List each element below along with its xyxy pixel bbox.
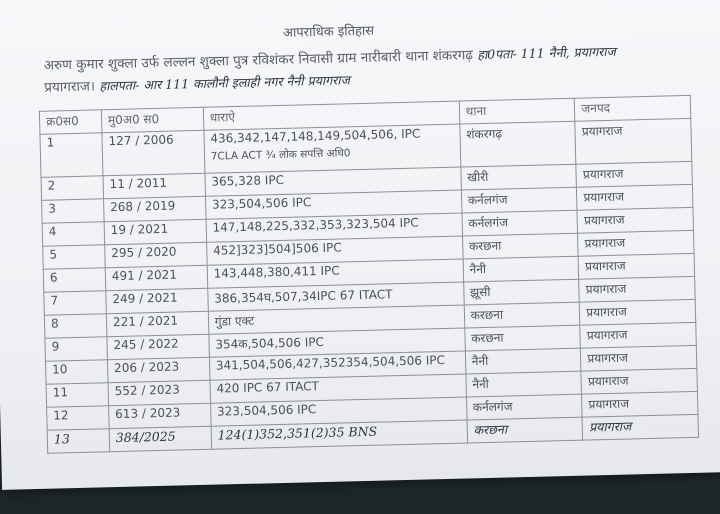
intro-text	[43, 39, 694, 99]
cell-sections: 143,448,380,411 IPC	[207, 259, 463, 288]
cell-case-number: 11 / 2011	[103, 173, 205, 198]
cell-case-number: 295 / 2020	[105, 242, 207, 267]
cell-police-station: झूसी	[463, 279, 579, 305]
cell-district: प्रयागराज	[578, 230, 694, 256]
cell-case-number: 384/2025	[109, 426, 211, 451]
intro-handwritten-2: हालपता- आर 111 कालौनी इलाही नगर नैनी प्रयागराज	[99, 72, 350, 94]
cell-police-station: कर्नलगंज	[462, 210, 578, 236]
cell-case-number: 268 / 2019	[103, 196, 205, 221]
cell-serial: 5	[43, 245, 105, 270]
header-police-station: थाना	[459, 98, 575, 124]
sections-text-line-2: 7CLA ACT ¾ लोक सपत्ति अधि0	[210, 147, 351, 163]
cell-district: प्रयागराज	[576, 161, 692, 187]
cell-police-station: नैनी	[463, 256, 579, 282]
cell-serial: 4	[42, 222, 104, 247]
cell-district: प्रयागराज	[577, 207, 693, 233]
cell-case-number: 19 / 2021	[104, 219, 206, 244]
cell-sections	[204, 124, 461, 173]
cell-district: प्रयागराज	[581, 345, 697, 371]
cell-serial: 2	[41, 176, 103, 201]
intro-handwritten-1: हा0पता- 111 नैनी, प्रयागराज	[477, 43, 617, 63]
criminal-history-table	[39, 95, 699, 454]
cell-district: प्रयागराज	[578, 253, 694, 279]
cell-police-station: कर्नलगंज	[461, 187, 577, 213]
cell-case-number: 245 / 2022	[107, 334, 209, 359]
cell-police-station: खीरी	[461, 164, 577, 190]
cell-district: प्रयागराज	[580, 322, 696, 348]
intro-line-1: अरुण कुमार शुक्ला उर्फ लल्लन शुक्ला पुत्र रविशंकर निवासी ग्राम नारीबारी थाना शंकरगढ़	[43, 47, 474, 74]
header-sections: धाराऐ	[203, 101, 459, 130]
cell-serial: 7	[44, 291, 106, 316]
cell-district: प्रयागराज	[582, 414, 698, 440]
cell-serial: 6	[43, 268, 105, 293]
header-district: जनपद	[575, 95, 691, 121]
cell-serial: 13	[47, 429, 109, 454]
cell-district: प्रयागराज	[580, 299, 696, 325]
cell-police-station: करछना	[464, 302, 580, 328]
cell-police-station: नैनी	[465, 348, 581, 374]
cell-serial: 10	[45, 360, 107, 385]
cell-serial: 9	[45, 337, 107, 362]
cell-district: प्रयागराज	[575, 118, 692, 164]
cell-sections: 147,148,225,332,353,323,504 IPC	[206, 213, 462, 242]
header-case-number: मु0अ0 स0	[101, 107, 203, 132]
cell-sections: 420 IPC 67 ITACT	[210, 374, 466, 403]
cell-police-station: करछना	[462, 233, 578, 259]
cell-police-station: करछना	[467, 417, 583, 443]
intro-line-2: प्रयागराज।	[44, 78, 96, 96]
cell-serial: 8	[44, 314, 106, 339]
cell-case-number: 206 / 2023	[107, 357, 209, 382]
cell-serial: 3	[42, 199, 104, 224]
cell-sections: 323,504,506 IPC	[210, 397, 466, 426]
cell-police-station: करछना	[464, 325, 580, 351]
cell-serial: 12	[47, 406, 109, 431]
cell-sections: 323,504,506 IPC	[205, 190, 461, 219]
document-title: आपराधिक इतिहास	[282, 23, 375, 41]
cell-police-station: शंकरगढ़	[460, 121, 577, 167]
cell-police-station: नैनी	[466, 371, 582, 397]
cell-district: प्रयागराज	[579, 276, 695, 302]
cell-sections: गुंडा एक्ट	[208, 305, 464, 334]
cell-case-number: 613 / 2023	[109, 403, 211, 428]
cell-sections: 341,504,506,427,352354,504,506 IPC	[209, 351, 465, 380]
cell-case-number: 127 / 2006	[102, 130, 205, 175]
cell-sections: 452]323]504]506 IPC	[206, 236, 462, 265]
cell-district: प्रयागराज	[577, 184, 693, 210]
cell-police-station: कर्नलगंज	[466, 394, 582, 420]
cell-case-number: 249 / 2021	[106, 288, 208, 313]
cell-sections: 124(1)352,351(2)35 BNS	[211, 420, 467, 449]
cell-case-number: 221 / 2021	[106, 311, 208, 336]
sections-text: 436,342,147,148,149,504,506, IPC	[210, 126, 421, 146]
cell-sections: 365,328 IPC	[205, 167, 461, 196]
cell-serial: 11	[46, 383, 108, 408]
cell-district: प्रयागराज	[582, 391, 698, 417]
cell-case-number: 491 / 2021	[105, 265, 207, 290]
cell-serial: 1	[40, 133, 103, 177]
cell-case-number: 552 / 2023	[108, 380, 210, 405]
cell-sections: 354क,504,506 IPC	[209, 328, 465, 357]
cell-sections: 386,354घ,507,34IPC 67 ITACT	[208, 282, 464, 311]
header-serial: क्र0स0	[39, 110, 101, 135]
cell-district: प्रयागराज	[581, 368, 697, 394]
